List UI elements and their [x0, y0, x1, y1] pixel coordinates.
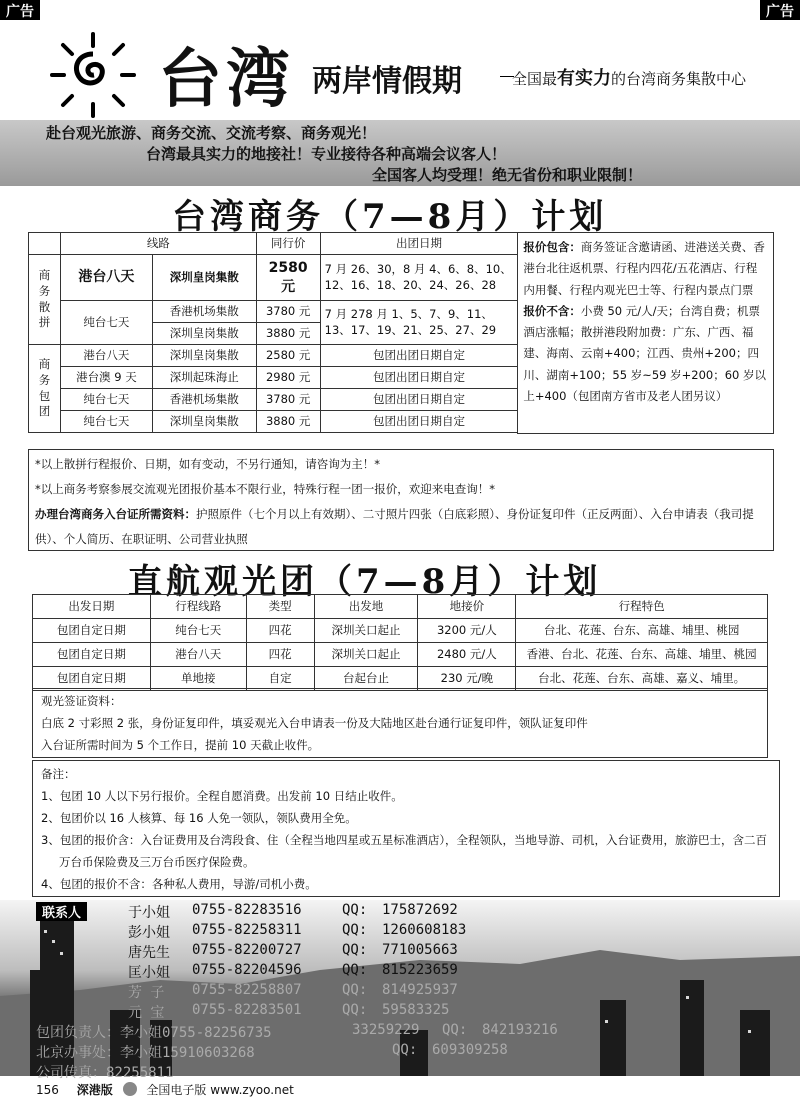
- page-number: 156: [36, 1083, 59, 1097]
- remark-item: 3、包团的报价含：入台证费用及台湾段食、住（全程当地四星或五星标准酒店），全程领队，当地导游、司机，入台证费用，旅游巴士，含二百万台币保险费及三万台币医疗保险费。: [41, 833, 768, 869]
- note-1: *以上散拼行程报价、日期，如有变动，不另行通知，请咨询为主！*: [35, 457, 380, 471]
- price-cell: 3880 元: [256, 411, 320, 433]
- remarks-label: 备注：: [41, 767, 76, 781]
- visa-line-2: 入台证所需时间为 5 个工作日，提前 10 天截止收件。: [41, 738, 320, 752]
- origin-cell: 深圳皇岗集散: [152, 255, 256, 301]
- th-route: 线路: [60, 233, 256, 255]
- brand-subtitle: 两岸情假期: [312, 64, 462, 99]
- remark-item: 2、包团价以 16 人核算、每 16 人免一领队，领队费用全免。: [41, 811, 357, 825]
- origin-cell: 深圳皇岗集散: [152, 345, 256, 367]
- ad-label-left: 广告: [0, 0, 40, 20]
- note-2: *以上商务考察参展交流观光团报价基本不限行业，特殊行程一团一报价，欢迎来电查询！*: [35, 482, 495, 496]
- price-cell: 3200 元/人: [418, 619, 516, 643]
- features-cell: 台北、花莲、台东、高雄、嘉义、埔里。: [516, 667, 768, 691]
- th-features: 行程特色: [516, 595, 768, 619]
- dates-cell: 7 月 26、30，8 月 4、6、8、10、12、16、18、20、24、26、28: [320, 255, 518, 301]
- th-price: 同行价: [256, 233, 320, 255]
- table-row: [33, 643, 768, 667]
- table-row: [33, 667, 768, 691]
- route-cell: 港台八天: [60, 345, 152, 367]
- th-date: 出发日期: [33, 595, 151, 619]
- price-cell: 3780 元: [256, 389, 320, 411]
- price-cell: 2580 元: [256, 255, 320, 301]
- visa-info: [32, 688, 768, 758]
- visa-label: 观光签证资料：: [41, 694, 122, 708]
- price-cell: 230 元/晚: [418, 667, 516, 691]
- website-link[interactable]: www.zyoo.net: [210, 1083, 294, 1097]
- group-baotuan-label: 商务包团: [29, 345, 61, 433]
- sun-logo-icon: [48, 30, 138, 120]
- date-cell: 包团自定日期: [33, 667, 151, 691]
- business-price-table: [28, 232, 774, 434]
- route-cell: 港台澳 9 天: [60, 367, 152, 389]
- banner-line-3: 全国客人均受理！绝无省份和职业限制！: [372, 166, 643, 184]
- price-info-cell: 报价包含：商务签证含邀请函、进港送关费、香港台北往返机票、行程内四花/五花酒店、行程内用餐、行程内观光巴士等、行程内景点门票 报价不含：小费 50 元/人/天；台湾自费；机票酒店涨幅；散拼港段附加费：广东、广西、福建、海南、云南+400；江西、贵州+200；四川、湖南+100；55 岁~59 岁+200；60 岁以上+400（包团南方省市及老人团另议）: [518, 233, 774, 434]
- dates-cell: 包团出团日期自定: [320, 411, 518, 433]
- ad-label-right: 广告: [760, 0, 800, 20]
- price-cell: 3880 元: [256, 323, 320, 345]
- date-cell: 包团自定日期: [33, 619, 151, 643]
- tour-price-table: [32, 594, 768, 691]
- publisher-logo-icon: [123, 1082, 137, 1096]
- dates-cell: 包团出团日期自定: [320, 345, 518, 367]
- price-cell: 3780 元: [256, 301, 320, 323]
- remark-item: 1、包团 10 人以下另行报价。全程自愿消费。出发前 10 日结止收件。: [41, 789, 403, 803]
- tour-plan-title: 直航观光团（7—8月）计划: [128, 562, 602, 602]
- page-footer: [36, 1081, 294, 1098]
- features-cell: 台北、花莲、台东、高雄、埔里、桃园: [516, 619, 768, 643]
- date-cell: 包团自定日期: [33, 643, 151, 667]
- business-notes: [28, 449, 774, 551]
- dates-cell: 包团出团日期自定: [320, 389, 518, 411]
- route-cell: 港台八天: [60, 255, 152, 301]
- price-cell: 2480 元/人: [418, 643, 516, 667]
- visa-line-1: 白底 2 寸彩照 2 张，身份证复印件，填妥观光入台申请表一份及大陆地区赴台通行证复印件，领队证复印件: [41, 716, 588, 730]
- remarks: [32, 760, 780, 897]
- route-cell: 纯台七天: [60, 389, 152, 411]
- remark-item: 4、包团的报价不含：各种私人费用，导游/司机小费。: [41, 877, 317, 891]
- banner-line-1: 赴台观光旅游、商务交流、交流考察、商务观光！: [46, 124, 377, 142]
- group-sanpin-label: 商务散拼: [29, 255, 61, 345]
- origin-cell: 香港机场集散: [152, 389, 256, 411]
- th-type: 类型: [246, 595, 314, 619]
- dates-cell: 包团出团日期自定: [320, 367, 518, 389]
- docs-required: 办理台湾商务入台证所需资料：护照原件（七个月以上有效期）、二寸照片四张（白底彩照）、身份证复印件（正反两面）、入台申请表（我司提供）、个人简历、在职证明、公司营业执照: [35, 507, 754, 546]
- origin-cell: 深圳关口起止: [314, 619, 418, 643]
- route-cell: 港台八天: [150, 643, 246, 667]
- th-dates: 出团日期: [320, 233, 518, 255]
- route-cell: 纯台七天: [60, 411, 152, 433]
- origin-cell: 台起台止: [314, 667, 418, 691]
- origin-cell: 深圳起珠海止: [152, 367, 256, 389]
- route-cell: 单地接: [150, 667, 246, 691]
- brand-title: 台湾: [158, 42, 294, 117]
- th-price: 地接价: [418, 595, 516, 619]
- type-cell: 四花: [246, 619, 314, 643]
- dates-cell: 7 月 278 月 1、5、7、9、11、13、17、19、21、25、27、29: [320, 301, 518, 345]
- th-origin: 出发地: [314, 595, 418, 619]
- tagline: 全国最有实力的台湾商务集散中心: [512, 68, 747, 89]
- type-cell: 自定: [246, 667, 314, 691]
- route-cell: 纯台七天: [60, 301, 152, 345]
- national-edition-label: 全国电子版: [146, 1083, 207, 1097]
- type-cell: 四花: [246, 643, 314, 667]
- origin-cell: 深圳关口起止: [314, 643, 418, 667]
- features-cell: 香港、台北、花莲、台东、高雄、埔里、桃园: [516, 643, 768, 667]
- edition-label: 深港版: [76, 1083, 113, 1097]
- route-cell: 纯台七天: [150, 619, 246, 643]
- banner-line-2: 台湾最具实力的地接社！专业接待各种高端会议客人！: [146, 145, 507, 163]
- origin-cell: 香港机场集散: [152, 301, 256, 323]
- price-cell: 2980 元: [256, 367, 320, 389]
- origin-cell: 深圳皇岗集散: [152, 411, 256, 433]
- price-cell: 2580 元: [256, 345, 320, 367]
- th-blank: [29, 233, 61, 255]
- table-row: [33, 619, 768, 643]
- promo-banner: [0, 120, 800, 186]
- business-plan-title: 台湾商务（7—8月）计划: [172, 197, 608, 237]
- th-route: 行程线路: [150, 595, 246, 619]
- contacts-label: 联系人: [36, 902, 87, 921]
- header: [0, 24, 800, 120]
- origin-cell: 深圳皇岗集散: [152, 323, 256, 345]
